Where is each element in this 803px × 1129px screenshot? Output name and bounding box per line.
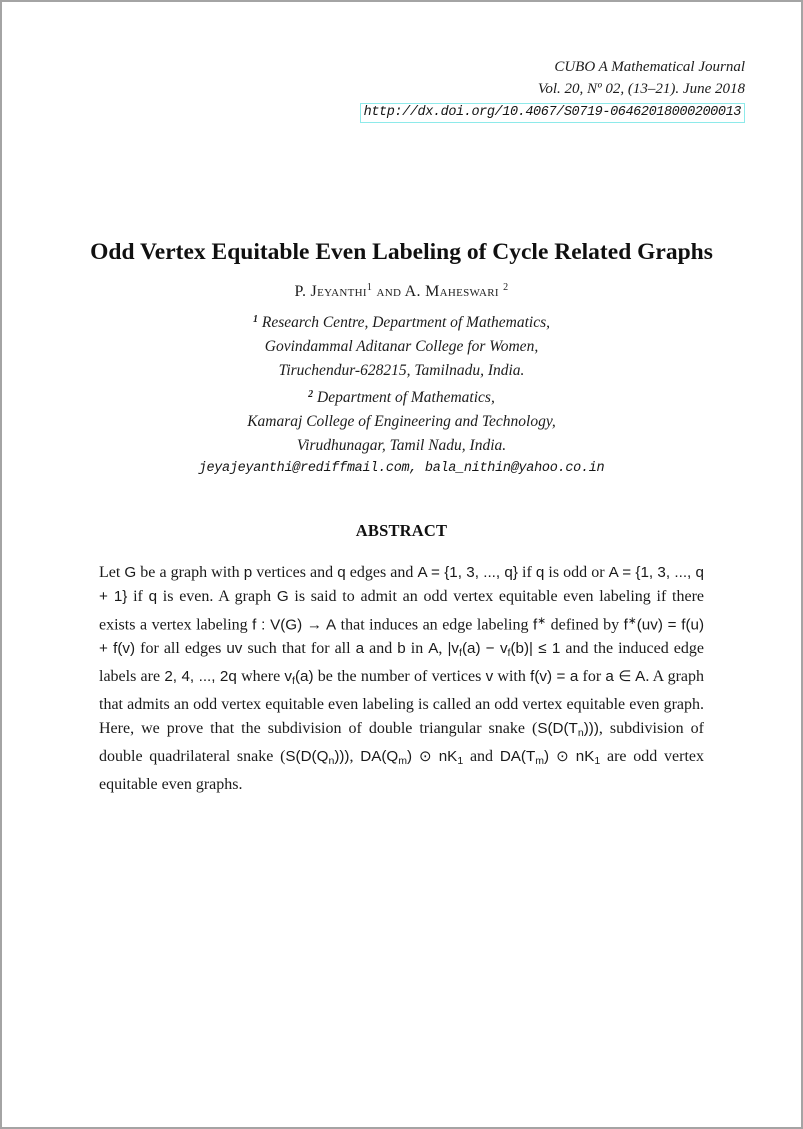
abstract-text: Let G be a graph with p vertices and q edges and A = {1, 3, ..., q} if q is odd or A = {1, 3, ..., q + 1} if q is even. A graph G is said to admit an odd vertex equitable even labeling if there exists a vertex labeling f : V(G) → A that induces an edge labeling f∗ defined by f∗(uv) = f(u) + f(v) for all edges uv such that for all a and b in A, |vf(a) − vf(b)| ≤ 1 and the induced edge labels are 2, 4, ..., 2q where vf(a) be the number of vertices v with f(v) = a for a ∈ A. A graph that admits an odd vertex equitable even labeling is called an odd vertex equitable even graph. Here, we prove that the subdivision of double triangular snake (S(D(Tn))), subdivision of double quadrilateral snake (S(D(Qn))), DA(Qm) ⊙ nK1 and DA(Tm) ⊙ nK1 are odd vertex equitable even graphs. xyxy=(99,564,705,794)
author-2-superscript: 2 xyxy=(503,282,509,293)
affiliation-block xyxy=(2,308,801,458)
affiliation-line: Tiruchendur-628215, Tamilnadu, India. xyxy=(278,362,525,379)
author-1: P. Jeyanthi xyxy=(294,283,367,300)
paper-title: Odd Vertex Equitable Even Labeling of Cycle Related Graphs xyxy=(90,239,713,265)
affiliation-line: $^2$ Department of Mathematics, xyxy=(308,389,495,406)
journal-volume-line: Vol. 20, Nº 02, (13–21). June 2018 xyxy=(537,81,745,97)
affiliation-line: Virudhunagar, Tamil Nadu, India. xyxy=(296,437,507,454)
author-1-superscript: 1 xyxy=(366,282,373,293)
affiliation-line: $^1$ Research Centre, Department of Mathematics, xyxy=(253,314,550,331)
email-line: jeyajeyanthi@rediffmail.com, bala_nithin@yahoo.co.in xyxy=(198,461,605,476)
affiliation-line: Kamaraj College of Engineering and Technology, xyxy=(247,413,556,430)
author-2: A. Maheswari xyxy=(404,283,499,300)
journal-header xyxy=(2,56,745,123)
authors-conjunction: and xyxy=(376,283,402,300)
authors-line xyxy=(2,282,801,301)
abstract-heading: ABSTRACT xyxy=(355,521,448,540)
affiliation-superscript-1: 1 xyxy=(253,314,258,325)
doi-link[interactable]: http://dx.doi.org/10.4067/S0719-06462018000200013 xyxy=(360,103,745,123)
affiliation-line: Govindammal Aditanar College for Women, xyxy=(264,338,539,355)
journal-name: CUBO A Mathematical Journal xyxy=(554,59,745,75)
affiliation-superscript-2: 2 xyxy=(308,389,314,400)
